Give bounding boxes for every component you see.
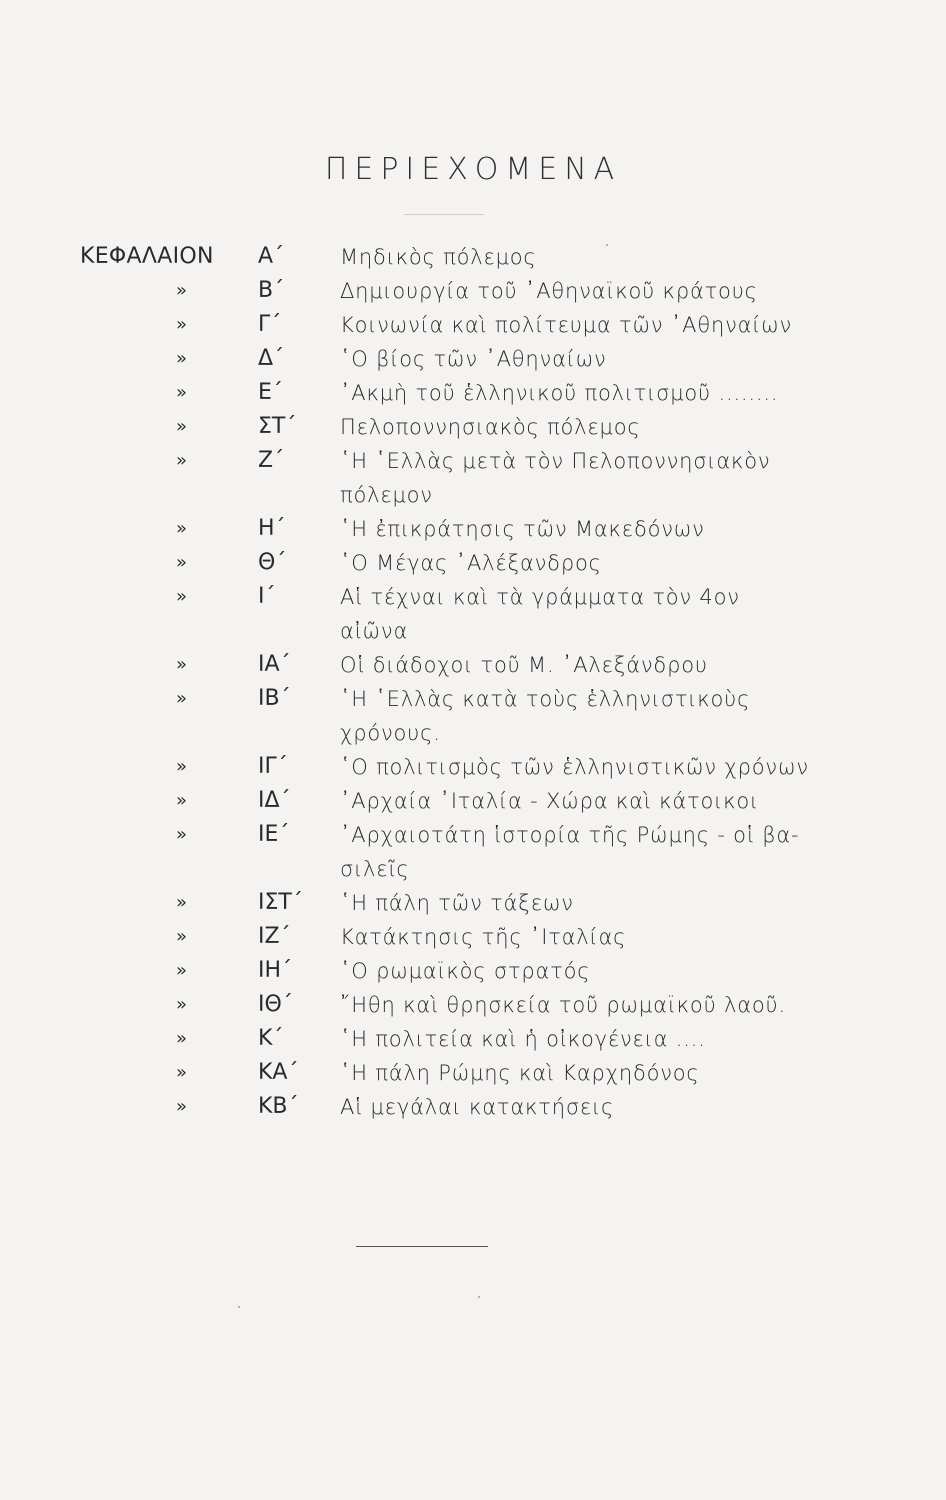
chapter-number: Ι΄ xyxy=(258,584,276,609)
title-divider xyxy=(404,214,484,215)
toc-entry xyxy=(0,580,946,614)
ditto-mark: » xyxy=(176,280,188,301)
toc-entry xyxy=(0,750,946,784)
chapter-title-continuation: χρόνους. xyxy=(340,721,441,745)
ditto-mark: » xyxy=(176,416,188,437)
chapter-number: ΣΤ΄ xyxy=(258,414,297,439)
chapter-title: ῾Η πολιτεία καὶ ἡ οἰκογένεια .... xyxy=(340,1027,706,1051)
ditto-mark: » xyxy=(176,382,188,403)
chapter-title: ᾿Ακμὴ τοῦ ἑλληνικοῦ πολιτισμοῦ ........ xyxy=(340,381,779,405)
ditto-mark: » xyxy=(176,1096,188,1117)
chapter-number: Κ΄ xyxy=(258,1026,284,1051)
paper-speck xyxy=(478,1296,480,1298)
chapter-title: ῾Ο Μέγας ᾿Αλέξανδρος xyxy=(340,551,602,575)
toc-entry xyxy=(0,886,946,920)
paper-speck xyxy=(606,244,608,246)
chapter-title-continuation: πόλεμον xyxy=(340,483,433,507)
ditto-mark: » xyxy=(176,994,188,1015)
toc-entry xyxy=(0,1090,946,1124)
toc-entry xyxy=(0,240,946,274)
chapter-number: ΙΓ΄ xyxy=(258,754,288,779)
ditto-mark: » xyxy=(176,654,188,675)
toc-entry xyxy=(0,818,946,852)
ditto-mark: » xyxy=(176,1028,188,1049)
chapter-number: Ζ΄ xyxy=(258,448,285,473)
toc-entry xyxy=(0,546,946,580)
toc-entry xyxy=(0,920,946,954)
chapter-number: ΙΕ΄ xyxy=(258,822,290,847)
chapter-title: Οἱ διάδοχοι τοῦ Μ. ᾿Αλεξάνδρου xyxy=(340,653,708,677)
chapter-title: Κατάκτησις τῆς ᾿Ιταλίας xyxy=(340,925,627,949)
ditto-mark: » xyxy=(176,960,188,981)
chapter-number: Β΄ xyxy=(258,278,285,303)
chapter-title: Αἱ μεγάλαι κατακτήσεις xyxy=(340,1095,615,1119)
chapter-title: ῾Η πάλη τῶν τάξεων xyxy=(340,891,574,915)
chapter-number: Α΄ xyxy=(258,244,285,269)
chapter-number: ΙΑ΄ xyxy=(258,652,291,677)
chapter-title: ῾Ο ρωμαϊκὸς στρατός xyxy=(340,959,591,983)
ditto-mark: » xyxy=(176,790,188,811)
ditto-mark: » xyxy=(176,1062,188,1083)
chapter-number: ΙΗ΄ xyxy=(258,958,293,983)
ditto-mark: » xyxy=(176,552,188,573)
toc-entry xyxy=(0,376,946,410)
chapter-label: ΚΕΦΑΛΑΙΟΝ xyxy=(80,244,214,269)
chapter-number: Ε΄ xyxy=(258,380,283,405)
ditto-mark: » xyxy=(176,314,188,335)
toc-entry xyxy=(0,988,946,1022)
toc-entry-continuation xyxy=(0,614,946,648)
toc-entry xyxy=(0,274,946,308)
ditto-mark: » xyxy=(176,756,188,777)
chapter-number: Γ΄ xyxy=(258,312,282,337)
toc-entry-continuation xyxy=(0,716,946,750)
chapter-number: ΚΒ΄ xyxy=(258,1094,299,1119)
ditto-mark: » xyxy=(176,892,188,913)
toc-entry xyxy=(0,784,946,818)
chapter-number: ΚΑ΄ xyxy=(258,1060,299,1085)
chapter-title: ῾Η ἐπικράτησις τῶν Μακεδόνων xyxy=(340,517,705,541)
toc-entry-continuation xyxy=(0,852,946,886)
toc-entry-continuation xyxy=(0,478,946,512)
ditto-mark: » xyxy=(176,688,188,709)
chapter-number: Η΄ xyxy=(258,516,286,541)
chapter-title: ῾Ο πολιτισμὸς τῶν ἑλληνιστικῶν χρόνων xyxy=(340,755,809,779)
ditto-mark: » xyxy=(176,926,188,947)
chapter-number: ΙΖ΄ xyxy=(258,924,291,949)
chapter-title: Αἱ τέχναι καὶ τὰ γράμματα τὸν 4ον xyxy=(340,585,740,609)
toc-entry xyxy=(0,682,946,716)
chapter-title: ῾Ο βίος τῶν ᾿Αθηναίων xyxy=(340,347,607,371)
toc-entry xyxy=(0,410,946,444)
table-of-contents xyxy=(0,240,946,1124)
page-title: ΠΕΡΙΕΧΟΜΕΝΑ xyxy=(324,152,622,187)
chapter-title: ῾Η ῾Ελλὰς μετὰ τὸν Πελοποννησιακὸν xyxy=(340,449,771,473)
chapter-title: Δημιουργία τοῦ ᾿Αθηναϊκοῦ κράτους xyxy=(340,279,758,303)
chapter-title: Πελοποννησιακὸς πόλεμος xyxy=(340,415,641,439)
paper-speck xyxy=(238,1306,240,1308)
chapter-title-continuation: σιλεῖς xyxy=(340,857,410,881)
toc-entry xyxy=(0,1022,946,1056)
toc-entry xyxy=(0,308,946,342)
chapter-title: ῎Ηθη καὶ θρησκεία τοῦ ρωμαϊκοῦ λαοῦ. xyxy=(340,993,786,1017)
chapter-number: ΙΔ΄ xyxy=(258,788,291,813)
chapter-number: Θ΄ xyxy=(258,550,287,575)
chapter-number: ΙΣΤ΄ xyxy=(258,890,303,915)
bottom-divider xyxy=(356,1246,488,1247)
ditto-mark: » xyxy=(176,586,188,607)
chapter-title: ᾿Αρχαιοτάτη ἱστορία τῆς Ρώμης - οἱ βα- xyxy=(340,823,800,847)
toc-entry xyxy=(0,1056,946,1090)
ditto-mark: » xyxy=(176,824,188,845)
chapter-title: Κοινωνία καὶ πολίτευμα τῶν ᾿Αθηναίων xyxy=(340,313,793,337)
toc-entry xyxy=(0,512,946,546)
chapter-title: Μηδικὸς πόλεμος xyxy=(340,245,537,269)
ditto-mark: » xyxy=(176,518,188,539)
chapter-title: ῾Η πάλη Ρώμης καὶ Καρχηδόνος xyxy=(340,1061,700,1085)
chapter-number: Δ΄ xyxy=(258,346,285,371)
chapter-title: ῾Η ῾Ελλὰς κατὰ τοὺς ἑλληνιστικοὺς xyxy=(340,687,751,711)
ditto-mark: » xyxy=(176,450,188,471)
toc-entry xyxy=(0,954,946,988)
chapter-title-continuation: αἰῶνα xyxy=(340,619,409,643)
toc-entry xyxy=(0,444,946,478)
toc-entry xyxy=(0,648,946,682)
ditto-mark: » xyxy=(176,348,188,369)
chapter-number: ΙΘ΄ xyxy=(258,992,293,1017)
chapter-title: ᾿Αρχαία ᾿Ιταλία - Χώρα καὶ κάτοικοι xyxy=(340,789,759,813)
chapter-number: ΙΒ΄ xyxy=(258,686,291,711)
toc-entry xyxy=(0,342,946,376)
